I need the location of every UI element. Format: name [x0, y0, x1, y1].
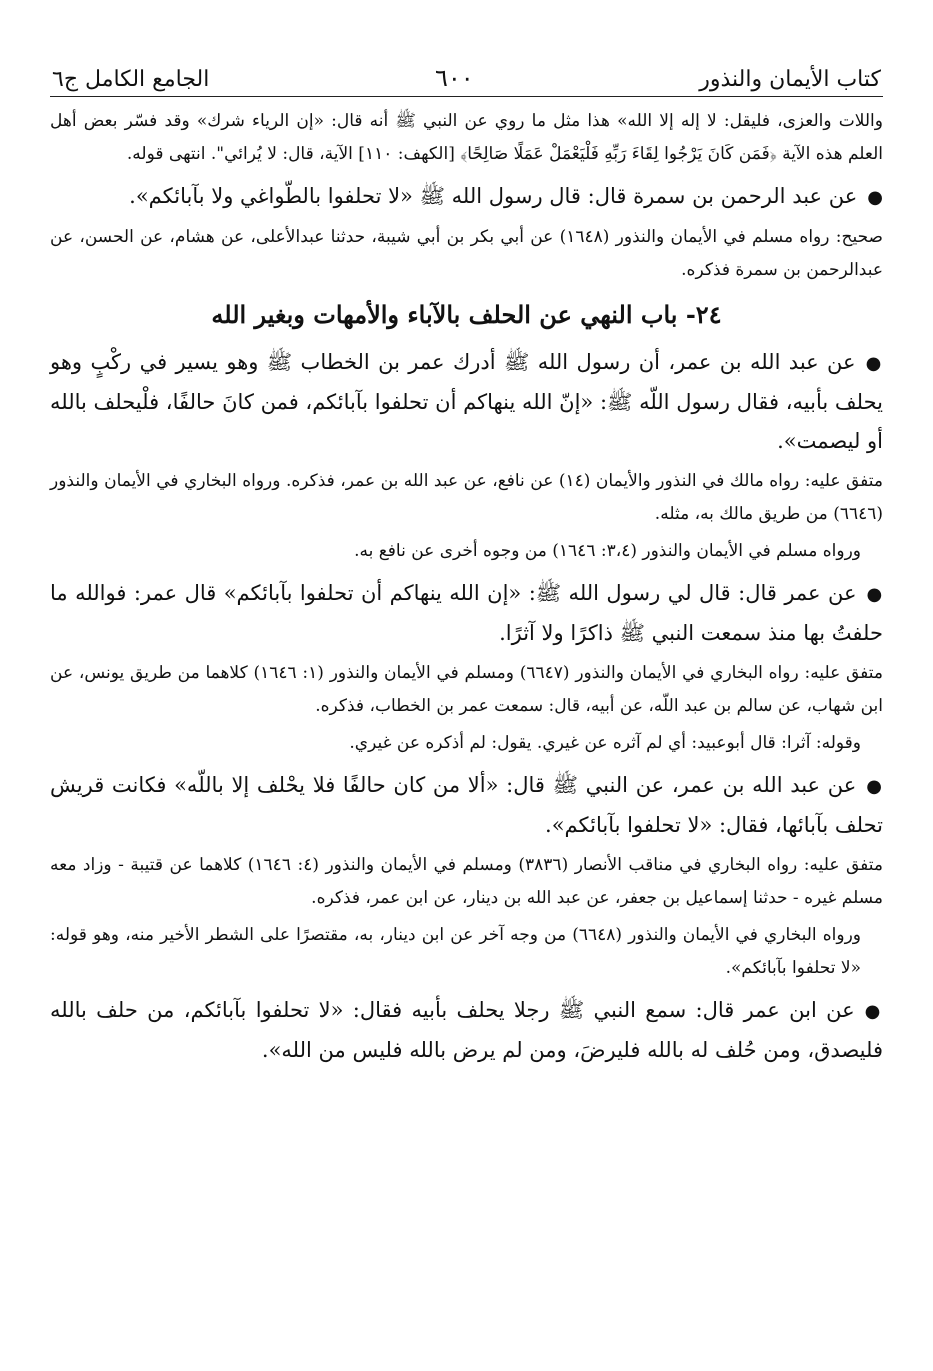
takhrij-note: متفق عليه: رواه البخاري في الأيمان والنذور (٦٦٤٧) ومسلم في الأيمان والنذور (١: ١٦٤٦) كلاهما من طريق يونس، عن ابن شهاب، عن سالم بن عبد اللّه، عن أبيه، قال: سمعت عمر بن الخطاب، فذكره. — [50, 663, 884, 716]
hadith-paragraph — [50, 991, 883, 1070]
book-volume-title: الجامع الكامل ج٦ — [52, 67, 210, 92]
hadith-paragraph — [50, 574, 883, 653]
hadith-text: عن عبد الله بن عمر، عن النبي ﷺ قال: «ألا من كان حالفًا فلا يحْلف إلا باللّه» فكانت قريش تحلف بآبائها، فقال: «لا تحلفوا بآبائكم». — [50, 773, 883, 837]
takhrij-note: متفق عليه: رواه البخاري في مناقب الأنصار (٣٨٣٦) ومسلم في الأيمان والنذور (٤: ١٦٤٦) كلاهما عن قتيبة - وزاد معه مسلم غيره - حدثنا إسماعيل بن جعفر، عن عبد الله بن دينار، عن ابن عمر، فذكره. — [50, 855, 883, 908]
hadith-text: عن عبد الله بن عمر، أن رسول الله ﷺ أدرك عمر بن الخطاب ﷺ وهو يسير في ركْبٍ وهو يحلف بأبيه، فقال رسول اللّه ﷺ: «إنّ الله ينهاكم أن تحلفوا بآبائكم، فمن كانَ حالفًا، فلْيحلف بالله أو ليصمت». — [50, 350, 883, 453]
chapter-heading: ٢٤- باب النهي عن الحلف بالآباء والأمهات وبغير الله — [211, 300, 722, 329]
hadith-paragraph — [50, 343, 883, 461]
bullet-icon: ● — [867, 187, 883, 208]
takhrij-note: ورواه البخاري في الأيمان والنذور (٦٦٤٨) من وجه آخر عن ابن دينار، به، مقتصرًا على الشطر الأخير منه، وهو قوله: «لا تحلفوا بآبائكم». — [50, 925, 861, 978]
hadith-text: عن ابن عمر قال: سمع النبي ﷺ رجلا يحلف بأبيه فقال: «لا تحلفوا بآبائكم، من حلف بالله فليصدق، ومن حُلف له بالله فليرضَ، ومن لم يرض بالله فليس من الله». — [50, 998, 883, 1062]
bullet-icon: ● — [864, 1001, 883, 1022]
bullet-icon: ● — [865, 353, 883, 374]
page-number: ٦٠٠ — [434, 64, 474, 92]
hadith-paragraph — [50, 177, 883, 217]
hadith-text: عن عمر قال: قال لي رسول الله ﷺ: «إن الله ينهاكم أن تحلفوا بآبائكم» قال عمر: فوالله ما حلفتُ بها منذ سمعت النبي ﷺ ذاكرًا ولا آثرًا. — [50, 581, 883, 645]
bullet-icon: ● — [866, 776, 883, 797]
takhrij-note: ورواه مسلم في الأيمان والنذور (٣،٤: ١٦٤٦) من وجوه أخرى عن نافع به. — [354, 541, 861, 561]
intro-paragraph: واللات والعزى، فليقل: لا إله إلا الله» هذا مثل ما روي عن النبي ﷺ أنه قال: «إن الرياء شرك» وقد فسّر بعض أهل العلم هذه الآية ﴿فَمَن كَانَ يَرْجُوا لِقَاءَ رَبِّهِ فَلْيَعْمَلْ عَمَلًا صَالِحًا﴾ [الكهف: ١١٠] الآية، قال: لا يُرائي". انتهى قوله. — [50, 111, 883, 164]
takhrij-note: متفق عليه: رواه مالك في النذور والأيمان (١٤) عن نافع، عن عبد الله بن عمر، فذكره. ورواه البخاري في الأيمان والنذور (٦٦٤٦) من طريق مالك به، مثله. — [50, 471, 883, 524]
takhrij-note: صحيح: رواه مسلم في الأيمان والنذور (١٦٤٨) عن أبي بكر بن أبي شيبة، حدثنا عبدالأعلى، عن هشام، عن الحسن، عن عبدالرحمن بن سمرة فذكره. — [50, 227, 883, 280]
hadith-text: عن عبد الرحمن بن سمرة قال: قال رسول الله ﷺ «لا تحلفوا بالطّواغي ولا بآبائكم». — [129, 184, 858, 208]
takhrij-note: وقوله: آثرا: قال أبوعبيد: أي لم آثره عن غيري. يقول: لم أذكره عن غيري. — [349, 733, 861, 753]
hadith-paragraph — [50, 766, 883, 845]
bullet-icon: ● — [866, 584, 883, 605]
book-section-title: كتاب الأيمان والنذور — [699, 67, 881, 92]
page-header — [50, 52, 883, 97]
